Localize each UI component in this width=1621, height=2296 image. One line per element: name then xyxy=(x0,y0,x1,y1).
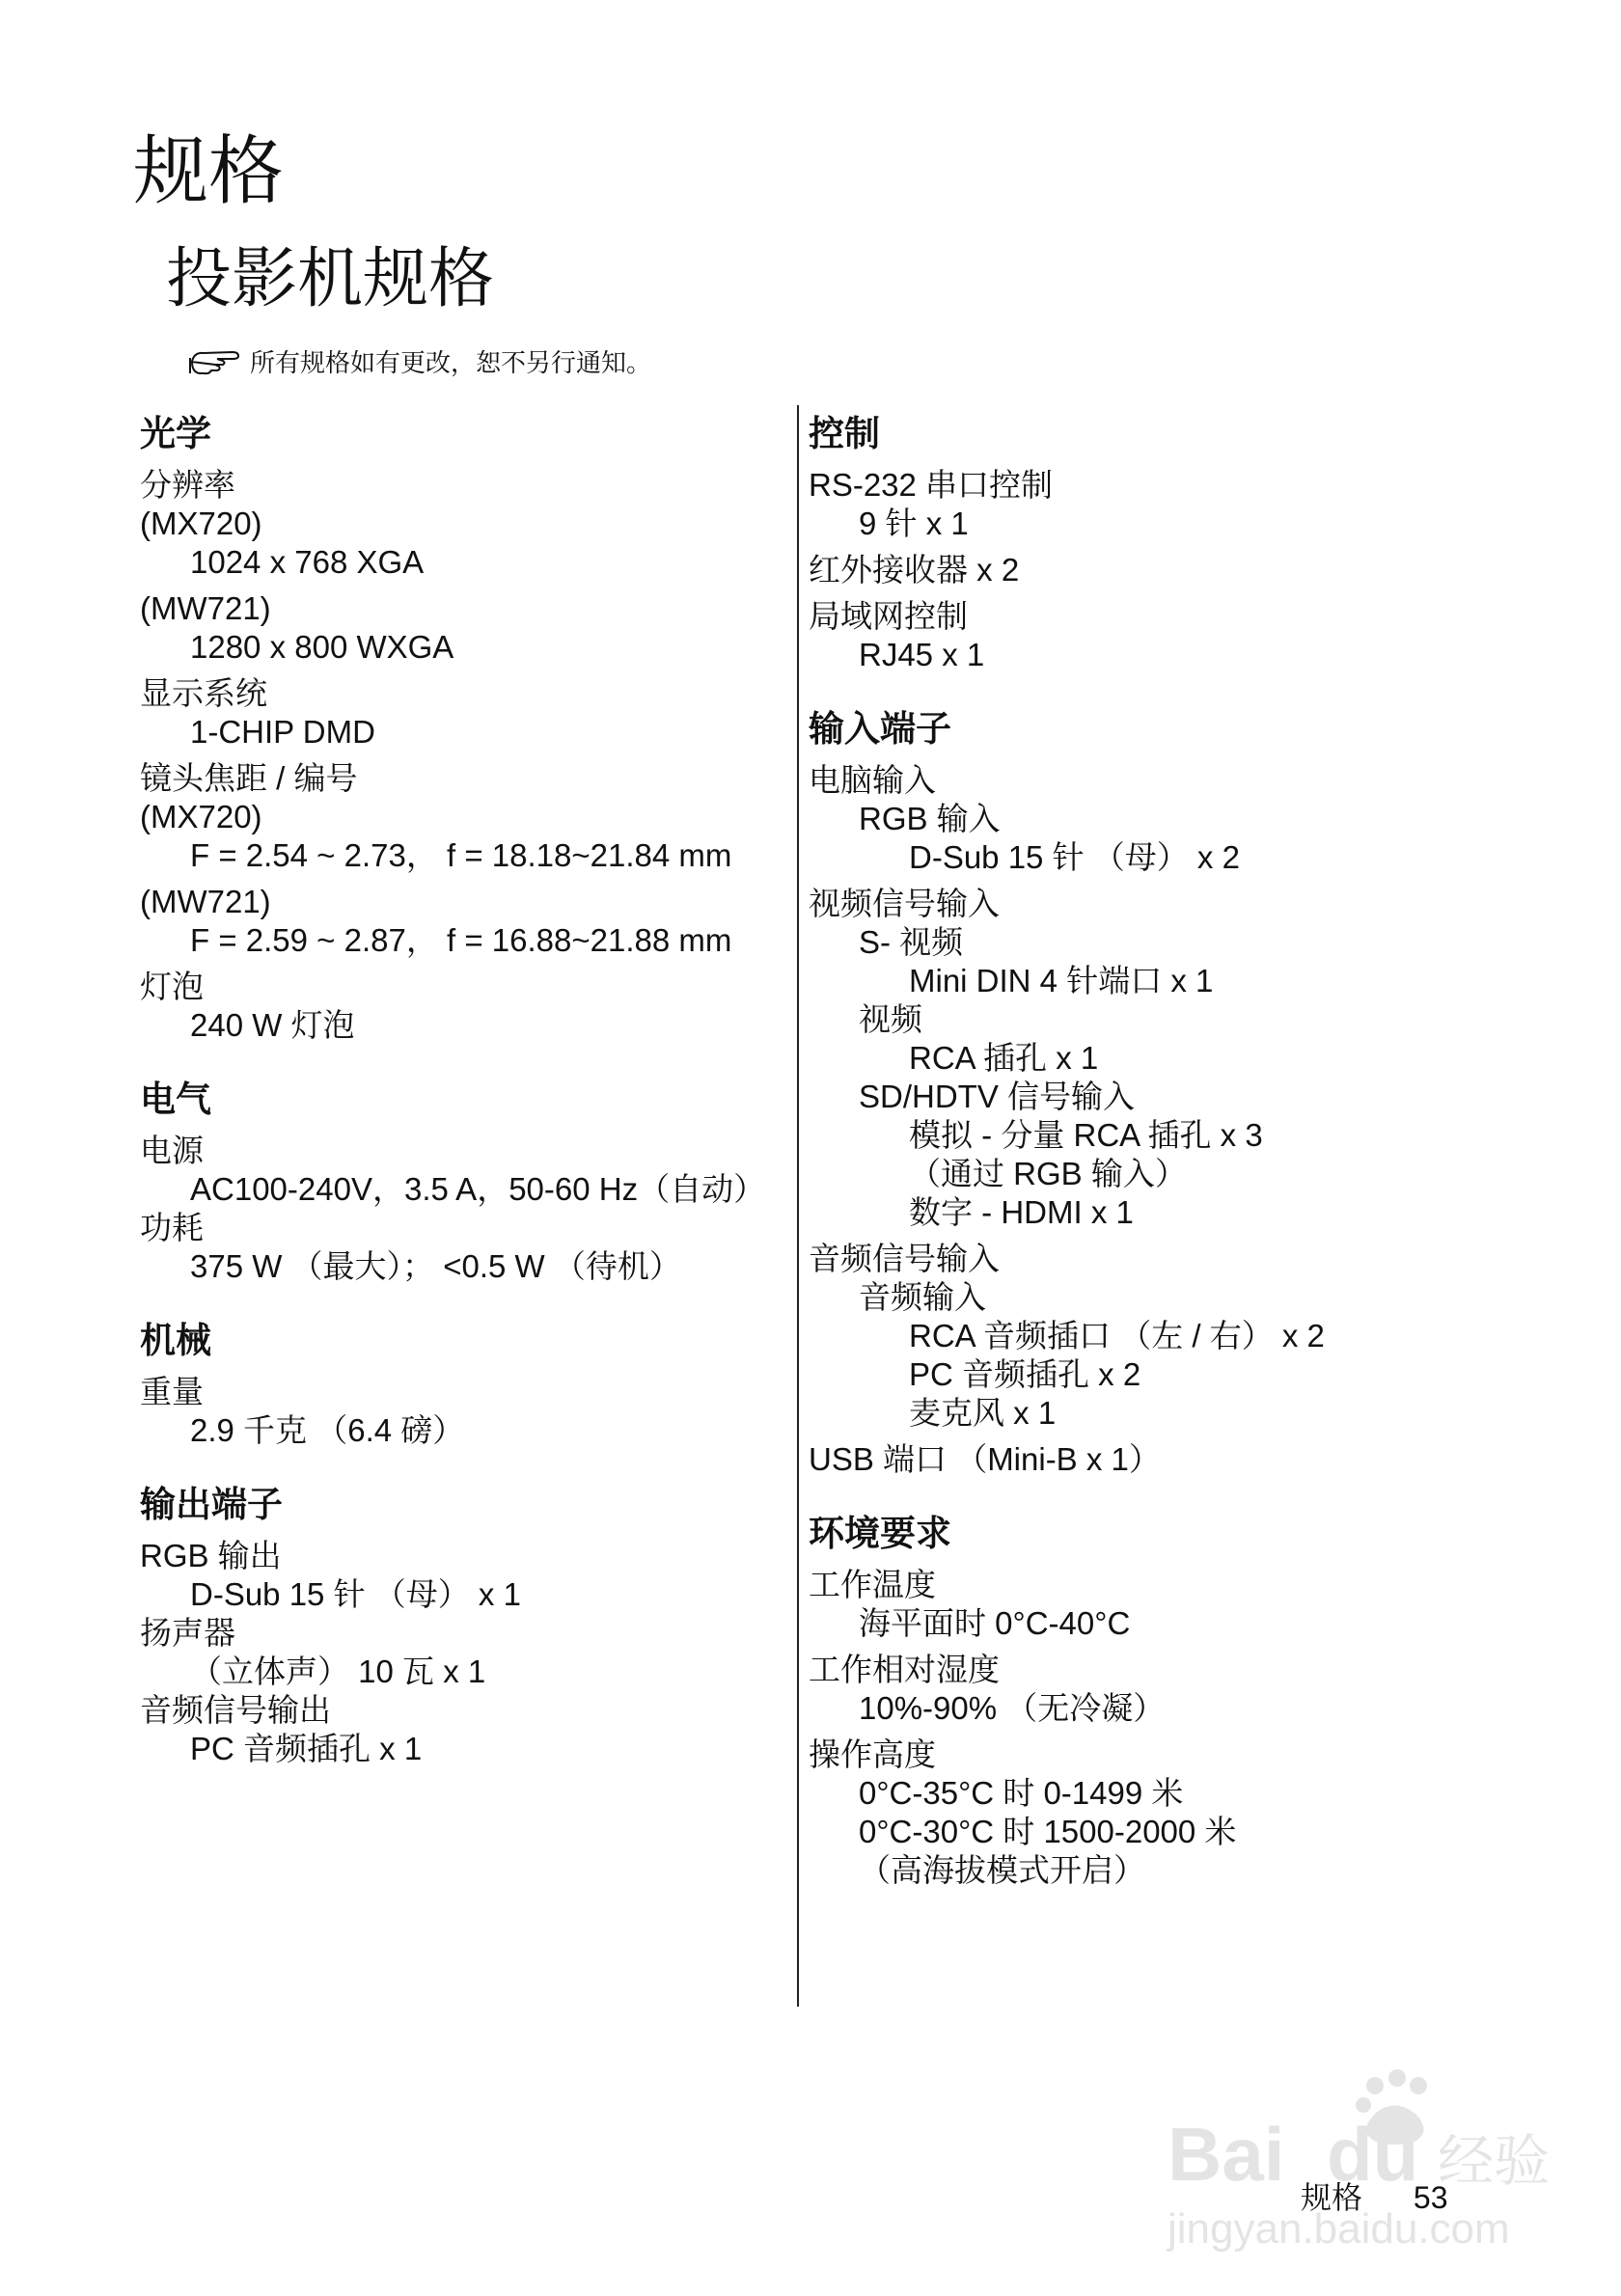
spec-line: 1280 x 800 WXGA xyxy=(190,629,454,665)
svg-text:经验: 经验 xyxy=(1438,2128,1551,2194)
spacer xyxy=(809,589,1484,597)
spec-line: 数字 - HDMI x 1 xyxy=(909,1194,1134,1230)
spec-line: （高海拔模式开启） xyxy=(859,1852,1145,1888)
spec-line: 工作相对湿度 xyxy=(809,1652,1000,1687)
spec-section xyxy=(140,1076,815,1286)
spec-line: 麦克风 x 1 xyxy=(909,1395,1057,1431)
spec-line: 1-CHIP DMD xyxy=(190,714,375,750)
spec-line: 0°C-35°C 时 0-1499 米 xyxy=(859,1775,1184,1811)
spec-line: RS-232 串口控制 xyxy=(809,467,1054,503)
spec-line: 重量 xyxy=(140,1374,204,1409)
pointing-hand-icon xyxy=(188,348,242,377)
spec-line: 音频输入 xyxy=(859,1279,986,1315)
note xyxy=(188,345,651,380)
spacer xyxy=(809,1728,1484,1736)
section-heading: 电气 xyxy=(140,1080,211,1119)
spacer xyxy=(809,877,1484,885)
note-text: 所有规格如有更改，恕不另行通知。 xyxy=(250,348,652,377)
section-heading: 环境要求 xyxy=(809,1514,951,1553)
spec-line: 音频信号输入 xyxy=(809,1241,1000,1276)
spec-line: RGB 输入 xyxy=(859,801,1001,836)
spacer xyxy=(140,667,815,674)
spec-line: RCA 音频插口 （左 / 右） x 2 xyxy=(909,1318,1325,1353)
spec-section xyxy=(140,1317,815,1450)
spec-line: 工作温度 xyxy=(809,1567,936,1602)
spec-line: 显示系统 xyxy=(140,675,267,711)
spacer xyxy=(140,960,815,968)
spec-line: F = 2.59 ~ 2.87， f = 16.88~21.88 mm xyxy=(190,922,732,958)
spec-line: 10%-90% （无冷凝） xyxy=(859,1690,1166,1726)
page-title: 规格 xyxy=(133,128,285,213)
spec-line: （通过 RGB 输入） xyxy=(909,1156,1187,1191)
spec-section xyxy=(809,410,1484,674)
section-heading: 机械 xyxy=(140,1321,211,1360)
spacer xyxy=(809,1643,1484,1651)
spec-line: 模拟 - 分量 RCA 插孔 x 3 xyxy=(909,1117,1263,1153)
spec-line: 扬声器 xyxy=(140,1615,235,1651)
spec-line: 视频信号输入 xyxy=(809,886,1000,921)
spec-line: 1024 x 768 XGA xyxy=(190,544,425,580)
spec-line: 镜头焦距 / 编号 xyxy=(140,760,358,796)
spec-line: PC 音频插孔 x 2 xyxy=(909,1356,1141,1392)
spec-line: AC100-240V，3.5 A，50-60 Hz（自动） xyxy=(190,1171,766,1207)
spec-line: (MX720) xyxy=(140,506,262,541)
spacer xyxy=(140,875,815,883)
spacer xyxy=(809,1433,1484,1440)
spec-line: D-Sub 15 针 （母） x 2 xyxy=(909,839,1240,875)
spec-line: 0°C-30°C 时 1500-2000 米 xyxy=(859,1814,1237,1849)
spec-section xyxy=(809,1510,1484,1890)
spec-line: 功耗 xyxy=(140,1210,204,1245)
section-heading: 输出端子 xyxy=(140,1485,283,1524)
spec-section xyxy=(140,1481,815,1768)
right-column xyxy=(809,410,1484,1921)
spec-line: 操作高度 xyxy=(809,1736,936,1772)
section-title: 投影机规格 xyxy=(166,242,495,315)
spec-line: 分辨率 xyxy=(140,467,235,503)
spec-line: 局域网控制 xyxy=(809,598,968,634)
spacer xyxy=(809,543,1484,551)
spec-line: PC 音频插孔 x 1 xyxy=(190,1731,423,1766)
spec-line: S- 视频 xyxy=(859,924,964,960)
spec-line: 2.9 千克 （6.4 磅） xyxy=(190,1412,465,1448)
spec-line: 9 针 x 1 xyxy=(859,506,969,541)
spec-line: （立体声） 10 瓦 x 1 xyxy=(190,1654,486,1689)
spec-line: 灯泡 xyxy=(140,969,204,1004)
spec-line: (MW721) xyxy=(140,590,271,626)
spec-line: 电脑输入 xyxy=(809,762,936,798)
spec-line: 视频 xyxy=(859,1001,922,1037)
spec-line: RJ45 x 1 xyxy=(859,637,985,672)
spec-line: Mini DIN 4 针端口 x 1 xyxy=(909,963,1214,998)
spec-line: (MW721) xyxy=(140,884,271,919)
spec-line: F = 2.54 ~ 2.73， f = 18.18~21.84 mm xyxy=(190,837,732,873)
spec-section xyxy=(809,705,1484,1479)
baidu-jingyan-watermark-logo xyxy=(1158,2064,1553,2257)
spec-line: RGB 输出 xyxy=(140,1538,282,1573)
section-heading: 控制 xyxy=(809,414,880,453)
spacer xyxy=(140,752,815,759)
svg-text:Bai: Bai xyxy=(1168,2112,1285,2197)
left-column xyxy=(140,410,815,1799)
spacer xyxy=(809,1232,1484,1240)
spec-line: D-Sub 15 针 （母） x 1 xyxy=(190,1576,521,1612)
spec-section xyxy=(140,410,815,1045)
spec-line: USB 端口 （Mini-B x 1） xyxy=(809,1441,1161,1477)
spec-line: 红外接收器 x 2 xyxy=(809,552,1020,588)
footer-label: 规格 xyxy=(1301,2180,1363,2215)
section-heading: 输入端子 xyxy=(809,709,951,749)
spec-line: 电源 xyxy=(140,1133,204,1168)
spec-line: 240 W 灯泡 xyxy=(190,1007,355,1043)
spec-line: RCA 插孔 x 1 xyxy=(909,1040,1099,1076)
spacer xyxy=(140,582,815,589)
svg-text:jingyan.baidu.com: jingyan.baidu.com xyxy=(1168,2205,1510,2253)
spec-line: SD/HDTV 信号输入 xyxy=(859,1079,1136,1114)
page-number: 53 xyxy=(1413,2180,1448,2215)
spec-line: 海平面时 0°C-40°C xyxy=(859,1605,1131,1641)
svg-text:du: du xyxy=(1327,2112,1419,2197)
spec-line: 音频信号输出 xyxy=(140,1692,331,1728)
section-heading: 光学 xyxy=(140,414,211,453)
spec-line: (MX720) xyxy=(140,799,262,834)
spec-line: 375 W （最大）； <0.5 W （待机） xyxy=(190,1248,681,1284)
